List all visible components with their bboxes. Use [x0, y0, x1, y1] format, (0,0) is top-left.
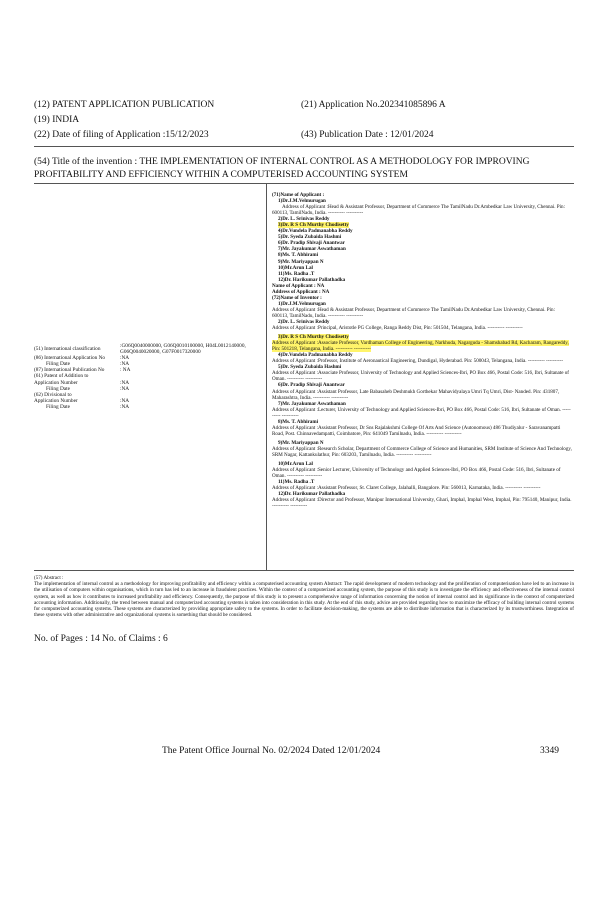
inventor-address: Address of Applicant :Professor, Institute of Aeronautical Engineering, Dundigal, Hyderabad. Pin: 500043, Telangana, India. ---------- ---------- [272, 358, 564, 365]
title-divider [34, 183, 574, 184]
inventor-name: 10)Mr.Arun Lal [278, 461, 313, 468]
row-label: Filing Date [46, 361, 70, 368]
row-label: Filing Date [46, 385, 70, 392]
inventor-address [272, 340, 572, 352]
abstract-heading: (57) Abstract : [34, 575, 64, 581]
applicant-name: 4)Dr.Vundela Padmanabha Reddy [278, 228, 353, 235]
inventor-address: Address of Applicant :Senior Lecturer, University of Technology and Applied Sciences-Ibri, PO Box 466, Postal Code: 516, Ibri, Sultanate of Oman. ---------- ---------- [272, 467, 561, 480]
highlighted-name: 3)Dr. R S Ch Murthy Chodisetty [278, 222, 349, 229]
inventor-address: Address of Applicant :Assistant Professor, Late Babasaheb Deshmukh Gorthekar Mahavidyalaya Umri Tq Umri, Dist- Nanded. Pin: 431807, Maharashtra, India. ---------- ---------- [272, 388, 560, 401]
abstract-divider [34, 570, 574, 571]
inventor-name: 8)Ms. T. Abhirami [278, 418, 318, 425]
row-value: :NA [120, 397, 130, 404]
inventor-address: Address of Applicant :Assistant Professor, St. Claret College, Jalahalli, Bangalore. Pin: 560013, Karnataka, India. ---------- ---------- [272, 485, 541, 492]
applicant-name: 7)Mr. Jayakumar Aswathaman [278, 246, 346, 253]
abstract [34, 575, 574, 618]
application-number: (21) Application No.202341085896 A [301, 100, 446, 110]
inventor-name: 5)Dr. Syeda Zubaida Hashmi [278, 364, 342, 371]
row-label: (62) Divisional to Application Number [34, 391, 78, 404]
inventor-address: Address of Applicant :Head & Assistant Professor, Department of Commerce The TamilNadu Dr.Ambedkar Law University, Chennai. Pin: 600113, TamilNadu, India. ---------- ---------- [272, 306, 555, 319]
country: (19) INDIA [34, 115, 80, 125]
inventor-name: 4)Dr.Vundela Padmanabha Reddy [278, 352, 353, 359]
applicant-name: 10)Mr.Arun Lal [278, 264, 313, 271]
journal-footer: The Patent Office Journal No. 02/2024 Dated 12/01/2024 [162, 746, 381, 756]
applicants-inventors [272, 192, 572, 509]
applicant-name: 5)Dr. Syeda Zubaida Hashmi [278, 234, 342, 241]
inventor-name: 7)Mr. Jayakumar Aswathaman [278, 400, 346, 407]
highlighted-address: Address of Applicant :Associate Professor, Vardhaman College of Engineering, Narkhuda, Nagarguda - Shamshabad Rd, Kacharam, Rangareddy, Pin: 501218, Telangana, India. ---------- ---------- [272, 340, 569, 353]
inventor-name: 11)Ms. Radha .T [278, 479, 315, 486]
applicant-name: 2)Dr. L. Srinivas Reddy [278, 216, 330, 223]
table-row [34, 404, 280, 410]
table-row [34, 373, 280, 385]
row-label: (51) International classification [34, 346, 101, 353]
applicant-name: 11)Ms. Radha .T [278, 270, 315, 277]
row-value: :NA [120, 355, 130, 362]
inventor-heading: (72)Name of Inventor : [272, 294, 322, 301]
inventor-address: Address of Applicant :Research Scholar, Department of Commerce College of Science and Humanities, SRM Institute of Science And Technology, SRM Nagar, Kattankulathur, Pin: 603203, Tamilnadu, India. ---------- ---------- [272, 445, 572, 458]
filing-date: (22) Date of filing of Application :15/12/2023 [34, 130, 209, 140]
inventor-address: Address of Applicant :Director and Professor, Manipur International University, Ghari, Imphal, Imphal West, Imphal, Pin: 795140, Manipur, India. ---------- ---------- [272, 497, 572, 510]
applicant-name: 9)Mr. Mariyappan N [278, 258, 324, 265]
inventor-address: Address of Applicant :Lecturer, University of Technology and Applied Sciences-Ibri, PO Box 466, Postal Code: 516, Ibri, Sultanate of Oman. ---------- ---------- [272, 406, 571, 419]
row-value: :NA [120, 385, 130, 392]
row-label: Filing Date [46, 403, 70, 410]
row-label: (87) International Publication No [34, 367, 105, 374]
abstract-text: The implementation of internal control as a methodology for improving profitability and efficiency within a computerised accounting system Abstract: The rapid development of modern technology and the proliferation of computerisation have led to an increase in the utilisation of computers within organisations, which in turn has led to an increase in fraudulent practices. Within the context of a computerized accounting system, the purpose of this study is to investigate the efficiency and effectiveness of the internal control system, as well as how it contributes to increased profitability and efficiency. Consequently, the purpose of this study is to present a comprehensive range of information concerning the notion of internal control and its significance in the context of computerized accounting information. Additionally, the trend between manual and computerized accounting systems is taken into consideration in this study. At the end of this study, advice are provided regarding how to maximize the efficacy of building internal control systems for computerized accounting systems. These systems are characterized by providing appropriate safety to the systems. In order to facilitate decision-making, the systems are able to distribute information that is characterized by its trustworthiness. Integration of these systems with other administrative and organizational systems is something that should be considered. [34, 581, 574, 619]
inventor-name: 9)Mr. Mariyappan N [278, 439, 324, 446]
inventor-address: Address of Applicant :Assistant Professor, Dr Sns Rajalakshmi College Of Arts And Science (Autonomous) 486 Thudiyalur - Saravanampatti Road, Post. Chinnavedampatti, Coimbatore, Pin: 641049 Tamilnadu, India. ---------- ---------- [272, 424, 561, 437]
applicant-name: 12)Dr. Harikumar Pallathadka [278, 276, 346, 283]
page-number: 3349 [540, 746, 559, 756]
publication-type: (12) PATENT APPLICATION PUBLICATION [34, 100, 215, 110]
row-value: :NA [120, 403, 130, 410]
table-row [34, 392, 280, 404]
row-label: (61) Patent of Addition to Application Number [34, 373, 89, 386]
applicant-heading: (71)Name of Applicant : [272, 192, 325, 198]
applicant-address: Address of Applicant :Head & Assistant Professor, Department of Commerce The TamilNadu Dr.Ambedkar Law University, Chennai. Pin: 600113, TamilNadu, India. ---------- ---------- [272, 204, 565, 217]
inventor-address: Address of Applicant :Principal, Aristotle PG College, Ranga Reddy Dist, Pin: 501504, Telangana, India. ---------- ---------- [272, 325, 523, 332]
highlighted-name: 3)Dr. R S Ch Murthy Chodisetty [278, 334, 349, 341]
invention-title: (54) Title of the invention : THE IMPLEMENTATION OF INTERNAL CONTROL AS A METHODOLOGY FOR IMPROVING PROFITABILITY AND EFFICIENCY WITHIN A COMPUTERISED ACCOUNTING SYSTEM [34, 157, 530, 180]
name-of-applicant-na: Name of Applicant : NA [272, 282, 325, 289]
table-row [34, 343, 280, 355]
address-of-applicant-na: Address of Applicant : NA [272, 288, 330, 295]
classification-table [34, 343, 280, 410]
inventor-name: 1)Dr.J.M.Velmurugan [278, 300, 326, 307]
row-label: (86) International Application No [34, 355, 106, 362]
inventor-name: 12)Dr. Harikumar Pallathadka [278, 491, 346, 498]
inventor-address: Address of Applicant :Associate Professor, University of Technology and Applied Sciences-Ibri, PO Box 466, Postal Code: 516, Ibri, Sultanate of Oman. ---------- ---------- [272, 370, 570, 383]
inventor-name: 6)Dr. Pradip Shivaji Anantwar [278, 382, 345, 389]
applicant-name: 1)Dr.J.M.Velmurugan [278, 198, 326, 205]
inventor-name: 2)Dr. L. Srinivas Reddy [278, 318, 330, 325]
row-value: :NA [120, 361, 130, 368]
row-value: :G06Q0040000000, G06Q0010100000, H04L0012140000, G06Q0040020000, G07F0017320000 [120, 343, 246, 356]
publication-date: (43) Publication Date : 12/01/2024 [301, 130, 434, 140]
row-value: :NA [120, 379, 130, 386]
applicant-name: 6)Dr. Pradip Shivaji Anantwar [278, 240, 345, 247]
applicant-name: 8)Ms. T. Abhirami [278, 252, 318, 259]
row-value: : NA [120, 367, 131, 374]
pages-and-claims: No. of Pages : 14 No. of Claims : 6 [34, 634, 168, 644]
header-divider [34, 146, 574, 147]
